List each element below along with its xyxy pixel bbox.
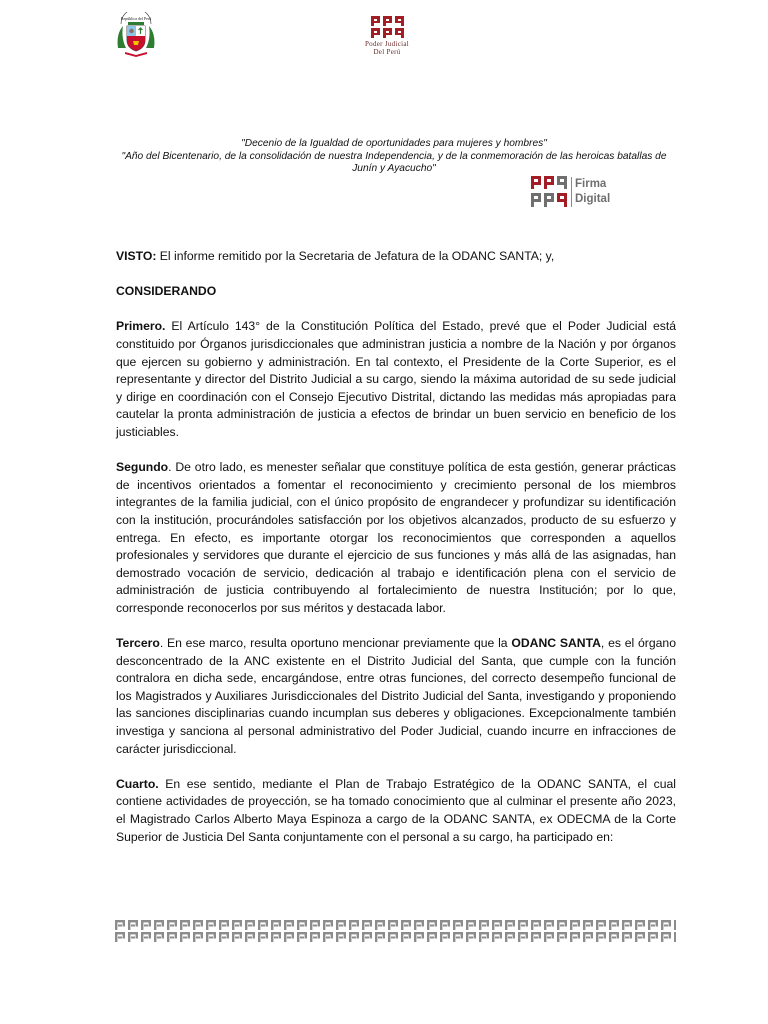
official-mottos (110, 138, 678, 176)
institution-country: Del Perú (373, 48, 401, 56)
firma-label (575, 177, 610, 207)
institution-name: Poder Judicial (364, 40, 410, 48)
firma-divider (571, 177, 572, 207)
visto-paragraph (116, 248, 676, 266)
primero-text: El Artículo 143° de la Constitución Política del Estado, prevé que el Poder Judicial está constituido por Órganos jurisdiccionales que administran justicia a nombre de la Nación y por órganos que ejercen su gobierno y administración. En tal contexto, el Presidente de la Corte Superior, es el representante y director del Distrito Judicial a su cargo, siendo la máxima autoridad de su sede judicial y dirige en coordinación con el Consejo Ejecutivo Distrital, dictando las medidas más apropiadas para cautelar la pronta administración de justicia a efectos de brindar un buen servicio en beneficio de los justiciables. (116, 319, 676, 439)
tercero-highlight: ODANC SANTA (511, 636, 601, 651)
segundo-paragraph (116, 459, 676, 617)
peru-coat-of-arms-icon (113, 12, 159, 58)
considerando-heading: CONSIDERANDO (116, 284, 217, 299)
firma-line-2: Digital (575, 193, 611, 205)
visto-text: El informe remitido por la Secretaria de Jefatura de la ODANC SANTA; y, (156, 249, 555, 263)
visto-label: VISTO: (116, 249, 157, 263)
tercero-text-b: , es el órgano desconcentrado de la ANC existente en el Distrito Judicial del Santa, que cumple con la función contralora en dicha sede, encargándose, entre otras funciones, del correcto desempeño funcional de los Magistrados y Auxiliares Jurisdiccionales del Distrito Judicial del Santa, investigando y proponiendo las sanciones disciplinarias cuando incumplan sus deberes y obligaciones. Excepcionalmente también investiga y sanciona al personal administrativo del Poder Judicial, cuando incurre en infracciones de carácter jurisdiccional. (116, 636, 676, 756)
cuarto-label: Cuarto. (116, 776, 159, 791)
segundo-label: Segundo (116, 460, 169, 475)
firma-digital-badge (530, 175, 630, 209)
primero-paragraph (116, 318, 676, 441)
primero-label: Primero. (116, 319, 166, 334)
firma-digital-emblem-icon (530, 175, 568, 209)
tercero-paragraph (116, 635, 676, 758)
motto-line-2: "Año del Bicentenario, de la consolidación de nuestra Independencia, y de la conmemoración de las heroicas batallas de Junín y Ayacucho" (121, 150, 667, 174)
tercero-label: Tercero (116, 636, 160, 651)
footer-pattern-strip (114, 919, 676, 943)
firma-line-1: Firma (575, 178, 607, 190)
tercero-text-a: . En ese marco, resulta oportuno mencionar previamente que la (159, 636, 512, 651)
segundo-text: . De otro lado, es menester señalar que constituye política de esta gestión, generar prácticas de incentivos orientados a fomentar el reconocimiento y crecimiento personal de los miembros integrantes de la familia judicial, con el único propósito de engrandecer y profundizar su identificación con la institución, procurándoles satisfacción por los objetivos alcanzados, producto de su esfuerzo y entrega. En efecto, es importante otorgar los reconocimientos que corresponden a aquellos profesionales y servidores que durante el ejercicio de sus funciones y más allá de las asignadas, han demostrado vocación de servicio, dedicación al trabajo e identificación plena con el servicio de administración de justicia contribuyendo al fortalecimiento de nuestra Institución; por lo que, corresponde reconocerlos por sus méritos y destacada labor. (116, 460, 676, 615)
cuarto-text: En ese sentido, mediante el Plan de Trabajo Estratégico de la ODANC SANTA, el cual contiene actividades de proyección, se ha tomado conocimiento que al culminar el presente año 2023, el Magistrado Carlos Alberto Maya Espinoza a cargo de la ODANC SANTA, ex ODECMA de la Corte Superior de Justicia Del Santa conjuntamente con el personal a su cargo, ha participado en: (116, 776, 676, 844)
poder-judicial-emblem-icon (369, 14, 405, 40)
poder-judicial-logo (352, 14, 422, 60)
motto-line-1: "Decenio de la Igualdad de oportunidades para mujeres y hombres" (241, 138, 547, 149)
svg-text:República del Perú: República del Perú (120, 16, 152, 21)
cuarto-paragraph (116, 776, 676, 846)
document-body (116, 248, 676, 864)
